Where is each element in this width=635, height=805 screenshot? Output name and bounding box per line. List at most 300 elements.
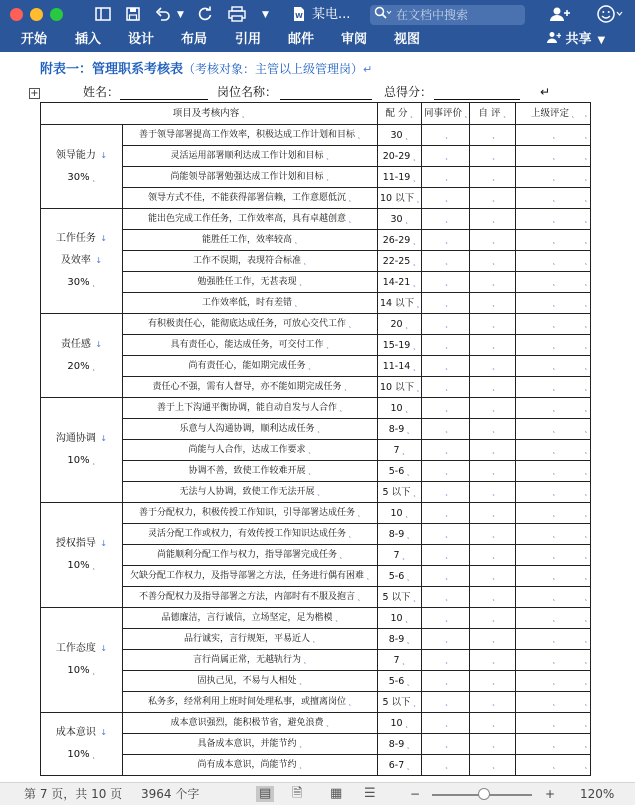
table-row xyxy=(41,755,591,776)
cell-end-mark: ˛ xyxy=(491,256,496,265)
self-review-cell[interactable] xyxy=(470,377,516,398)
peer-review-cell[interactable] xyxy=(422,209,470,230)
manager-review-cell[interactable] xyxy=(516,293,591,314)
close-window-button[interactable] xyxy=(10,8,23,21)
row-end-mark: ˛ xyxy=(584,654,588,664)
cell-end-mark: ˛ xyxy=(348,319,353,328)
print-icon[interactable] xyxy=(227,6,247,24)
self-review-cell[interactable] xyxy=(470,293,516,314)
table-move-handle-icon[interactable]: + xyxy=(30,88,39,99)
row-end-mark: ˛ xyxy=(584,507,588,517)
cell-end-mark: ˛ xyxy=(552,634,557,643)
print-layout-view-icon[interactable]: ▤ xyxy=(256,786,274,802)
manager-review-cell[interactable] xyxy=(516,440,591,461)
cell-end-mark: ˛ xyxy=(552,676,557,685)
cell-end-mark: ˛ xyxy=(491,655,496,664)
criterion-text[interactable]: 私务多，经常利用上班时间处理私事，或擅离岗位 ˛ xyxy=(123,692,378,713)
peer-review-cell[interactable] xyxy=(422,230,470,251)
category-cell xyxy=(41,314,123,398)
cell-end-mark: ˛ xyxy=(491,403,496,412)
criterion-text[interactable]: 成本意识强烈，能积极节省，避免浪费 ˛ xyxy=(123,713,378,734)
row-end-mark: ˛ xyxy=(584,759,588,769)
self-review-cell[interactable] xyxy=(470,503,516,524)
peer-review-cell[interactable] xyxy=(422,335,470,356)
peer-review-cell[interactable] xyxy=(422,398,470,419)
category-cell xyxy=(41,125,123,209)
cell-end-mark: ˛ xyxy=(357,508,362,517)
manager-review-cell[interactable] xyxy=(516,167,591,188)
manager-review-cell[interactable] xyxy=(516,398,591,419)
score-range[interactable]: 5-6 ˛ xyxy=(378,461,422,482)
row-end-mark: ˛ xyxy=(584,738,588,748)
page-indicator[interactable]: 第 7 页，共 10 页 xyxy=(24,787,123,801)
table-row xyxy=(41,608,591,629)
cell-end-mark: ˛ xyxy=(298,676,303,685)
score-range[interactable]: 5-6 ˛ xyxy=(378,566,422,587)
row-end-mark: ˛ xyxy=(584,107,588,117)
criterion-text[interactable]: 言行尚属正常，无越轨行为 ˛ xyxy=(123,650,378,671)
criterion-text[interactable]: 尚能领导部署勉强达成工作计划和目标 ˛ xyxy=(123,167,378,188)
self-review-cell[interactable] xyxy=(470,146,516,167)
self-review-cell[interactable] xyxy=(470,734,516,755)
manager-review-cell[interactable] xyxy=(516,755,591,776)
criterion-text[interactable]: 品行诚实，言行规矩，平易近人 ˛ xyxy=(123,629,378,650)
criterion-text[interactable]: 乐意与人沟通协调，顺利达成任务 ˛ xyxy=(123,419,378,440)
cell-end-mark: ˛ xyxy=(444,214,449,223)
category-weight: 20% ˛ xyxy=(67,360,96,372)
manager-review-cell[interactable] xyxy=(516,335,591,356)
web-layout-view-icon[interactable]: ▦ xyxy=(330,786,343,801)
manager-review-cell[interactable] xyxy=(516,209,591,230)
score-range[interactable]: 5 以下 ˛ xyxy=(378,482,422,503)
cell-end-mark: ˛ xyxy=(325,340,330,349)
score-range[interactable]: 30 ˛ xyxy=(378,125,422,146)
cell-end-mark: ˛ xyxy=(444,382,449,391)
cell-end-mark: ˛ xyxy=(404,508,409,518)
self-review-cell[interactable] xyxy=(470,251,516,272)
manager-review-cell[interactable] xyxy=(516,377,591,398)
cell-end-mark: ˛ xyxy=(444,193,449,202)
paragraph-mark: ↓ xyxy=(97,644,108,653)
score-range[interactable]: 14-21 ˛ xyxy=(378,272,422,293)
score-range[interactable]: 10 以下 ˛ xyxy=(378,377,422,398)
peer-review-cell[interactable] xyxy=(422,356,470,377)
cell-end-mark: ˛ xyxy=(491,613,496,622)
cell-end-mark: ˛ xyxy=(307,361,312,370)
category-weight: 10% ˛ xyxy=(67,560,96,571)
peer-review-cell[interactable] xyxy=(422,713,470,734)
criterion-text[interactable]: 勉强胜任工作，无甚表现 ˛ xyxy=(123,272,378,293)
peer-review-cell[interactable] xyxy=(422,188,470,209)
zoom-window-button[interactable] xyxy=(50,8,63,21)
tab-mailings[interactable]: 邮件 xyxy=(288,32,315,47)
criterion-text[interactable]: 尚有成本意识，尚能节约 ˛ xyxy=(123,755,378,776)
row-end-mark: ˛ xyxy=(584,129,588,139)
criterion-text[interactable]: 不善分配权力及指导部署之方法，内部时有不服及抱言 ˛ xyxy=(123,587,378,608)
self-review-cell[interactable] xyxy=(470,335,516,356)
score-range[interactable]: 10 ˛ xyxy=(378,503,422,524)
self-review-cell[interactable] xyxy=(470,524,516,545)
cell-end-mark: ˛ xyxy=(348,193,353,202)
manager-review-cell[interactable] xyxy=(516,692,591,713)
score-range[interactable]: 11-19 ˛ xyxy=(378,167,422,188)
self-review-cell[interactable] xyxy=(470,545,516,566)
peer-review-cell[interactable] xyxy=(422,146,470,167)
table-row xyxy=(41,314,591,335)
name-underline[interactable] xyxy=(120,99,208,100)
score-range[interactable]: 22-25 ˛ xyxy=(378,251,422,272)
criterion-text[interactable]: 善于上下沟通平衡协调，能自动自发与人合作 ˛ xyxy=(123,398,378,419)
peer-review-cell[interactable] xyxy=(422,377,470,398)
table-row xyxy=(41,272,591,293)
cell-end-mark: ˛ xyxy=(491,151,496,160)
zoom-in-button[interactable]: + xyxy=(545,787,556,801)
manager-review-cell[interactable] xyxy=(516,608,591,629)
score-range[interactable]: 11-14 ˛ xyxy=(378,356,422,377)
criterion-text[interactable]: 灵活运用部署顺利达成工作计划和目标 ˛ xyxy=(123,146,378,167)
tab-references[interactable]: 引用 xyxy=(235,32,262,47)
peer-review-cell[interactable] xyxy=(422,440,470,461)
self-review-cell[interactable] xyxy=(470,272,516,293)
table-row xyxy=(41,251,591,272)
document-canvas[interactable]: 附表一：管理职系考核表（考核对象：主管以上级管理岗）↵ + 姓名： 岗位名称： 总得分： ↵ 项目及考核内容 ˛ 配 分 ˛ 同事评价 ˛ 自 评 ˛ 上级评定 ˛ 领导能力 ↓ 30% ˛ 善于领导部署提高工作效率，积极达成工作计划和目标 ˛ 30 ˛ ˛ ˛ ˛ 灵活运用部署顺利达成工作计划和目标 ˛ 20-29 ˛ ˛ ˛ ˛ 尚能领导部署勉强达成工作计划和目标 ˛ 11-19 ˛ ˛ ˛ ˛ 领导方式不佳，不能获得部署信赖，工作意愿低沉 ˛ 10 以下 ˛ ˛ ˛ ˛ 工作任务 ↓ 及效率 ↓ 30% ˛ 能出色完成工作任务，工作效率高，具有卓越创意 ˛ 30 ˛ ˛ ˛ ˛ 能胜任工作，效率较高 ˛ 26-29 ˛ ˛ ˛ ˛ 工作不误期，表现符合标准 ˛ 22-25 ˛ ˛ ˛ ˛ 勉强胜任工作，无甚表现 ˛ 14-21 ˛ ˛ ˛ ˛ 工作效率低，时有差错 ˛ 14 以下 ˛ ˛ ˛ ˛ 责任感 ↓ 20% ˛ 有积极责任心，能彻底达成任务，可放心交代工作 ˛ 20 ˛ ˛ ˛ ˛ 具有责任心，能达成任务，可交付工作 ˛ 15-19 ˛ ˛ ˛ ˛ 尚有责任心，能如期完成任务 ˛ 11-14 ˛ ˛ ˛ ˛ 责任心不强，需有人督导，亦不能如期完成任务 ˛ 10 以下 ˛ ˛ ˛ ˛ 沟通协调 ↓ 10% ˛ 善于上下沟通平衡协调，能自动自发与人合作 ˛ 10 ˛ ˛ ˛ ˛ 乐意与人沟通协调，顺利达成任务 ˛ 8-9 ˛ ˛ ˛ ˛ 尚能与人合作，达成工作要求 ˛ 7 ˛ ˛ ˛ ˛ 协调不善，致使工作较难开展 ˛ 5-6 ˛ ˛ ˛ ˛ 无法与人协调，致使工作无法开展 ˛ 5 以下 ˛ ˛ ˛ ˛ 授权指导 ↓ 10% ˛ 善于分配权力，积极传授工作知识，引导部署达成任务 ˛ 10 ˛ ˛ ˛ ˛ 灵活分配工作或权力，有效传授工作知识达成任务 ˛ 8-9 ˛ ˛ ˛ ˛ 尚能顺利分配工作与权力，指导部署完成任务 ˛ 7 ˛ ˛ ˛ ˛ 欠缺分配工作权力，及指导部署之方法，任务进行偶有困难 ˛ 5-6 ˛ ˛ ˛ ˛ 不善分配权力及指导部署之方法，内部时有不服及抱言 ˛ 5 以下 ˛ ˛ ˛ ˛ 工作态度 ↓ 10% ˛ 品德廉洁，言行诚信，立场坚定，足为楷模 ˛ 10 ˛ ˛ ˛ ˛ 品行诚实，言行规矩，平易近人 ˛ 8-9 ˛ ˛ ˛ ˛ 言行尚属正常，无越轨行为 ˛ 7 ˛ ˛ ˛ ˛ 固执己见，不易与人相处 ˛ 5-6 ˛ ˛ ˛ ˛ 私务多，经常利用上班时间处理私事，或擅离岗位 ˛ 5 以下 ˛ ˛ ˛ ˛ 成本意识 ↓ 10% ˛ 成本意识强烈，能积极节省，避免浪费 ˛ 10 ˛ ˛ ˛ ˛ 具备成本意识，并能节约 ˛ 8-9 ˛ ˛ ˛ ˛ 尚有成本意识，尚能节约 ˛ 6-7 ˛ ˛ ˛ ˛ ˛ ˛ ˛ ˛ ˛ ˛ ˛ ˛ ˛ ˛ ˛ ˛ ˛ ˛ ˛ ˛ ˛ ˛ ˛ ˛ ˛ ˛ ˛ ˛ ˛ ˛ ˛ ˛ ˛ ˛ ˛ ˛ xyxy=(0,52,635,782)
criterion-text[interactable]: 品德廉洁，言行诚信，立场坚定，足为楷模 ˛ xyxy=(123,608,378,629)
category-weight: 30% ˛ xyxy=(67,171,96,183)
cell-end-mark: ˛ xyxy=(444,592,449,601)
manager-review-cell[interactable] xyxy=(516,314,591,335)
cell-end-mark: ˛ xyxy=(412,256,417,266)
criterion-text[interactable]: 尚能顺利分配工作与权力，指导部署完成任务 ˛ xyxy=(123,545,378,566)
cell-end-mark: ˛ xyxy=(416,193,421,203)
cell-end-mark: ˛ xyxy=(444,571,449,580)
cell-end-mark: ˛ xyxy=(404,403,409,413)
criterion-text[interactable]: 具有责任心，能达成任务，可交付工作 ˛ xyxy=(123,335,378,356)
redo-icon[interactable] xyxy=(196,6,214,24)
criterion-text[interactable]: 责任心不强，需有人督导，亦不能如期完成任务 ˛ xyxy=(123,377,378,398)
word-count[interactable]: 3964 个字 xyxy=(141,787,200,801)
cell-end-mark: ˛ xyxy=(491,361,496,370)
peer-review-cell[interactable] xyxy=(422,650,470,671)
manager-review-cell[interactable] xyxy=(516,272,591,293)
peer-review-cell[interactable] xyxy=(422,524,470,545)
cell-end-mark: ˛ xyxy=(444,445,449,454)
table-row xyxy=(41,650,591,671)
position-underline[interactable] xyxy=(280,99,372,100)
cell-end-mark: ˛ xyxy=(444,697,449,706)
self-review-cell[interactable] xyxy=(470,482,516,503)
self-review-cell[interactable] xyxy=(470,608,516,629)
cell-end-mark: ˛ xyxy=(343,382,348,391)
score-range[interactable]: 8-9 ˛ xyxy=(378,629,422,650)
cell-end-mark: ˛ xyxy=(348,529,353,538)
score-range[interactable]: 30 ˛ xyxy=(378,209,422,230)
header-item-content: 项目及考核内容 ˛ xyxy=(41,103,378,125)
peer-review-cell[interactable] xyxy=(422,755,470,776)
criterion-text[interactable]: 欠缺分配工作权力，及指导部署之方法，任务进行偶有困难 ˛ xyxy=(123,566,378,587)
criterion-text[interactable]: 灵活分配工作或权力，有效传授工作知识达成任务 ˛ xyxy=(123,524,378,545)
cell-end-mark: ˛ xyxy=(552,361,557,370)
criterion-text[interactable]: 工作不误期，表现符合标准 ˛ xyxy=(123,251,378,272)
peer-review-cell[interactable] xyxy=(422,125,470,146)
category-name: 工作任务 ↓ xyxy=(55,233,108,244)
manager-review-cell[interactable] xyxy=(516,734,591,755)
score-range[interactable]: 10 ˛ xyxy=(378,398,422,419)
score-range[interactable]: 8-9 ˛ xyxy=(378,419,422,440)
self-review-cell[interactable] xyxy=(470,188,516,209)
cell-end-mark: ˛ xyxy=(552,550,557,559)
manager-review-cell[interactable] xyxy=(516,146,591,167)
score-range[interactable]: 15-19 ˛ xyxy=(378,335,422,356)
form-title: 附表一：管理职系考核表（考核对象：主管以上级管理岗）↵ xyxy=(40,62,373,77)
cell-end-mark: ˛ xyxy=(307,445,312,454)
cell-end-mark: ˛ xyxy=(491,760,496,769)
cell-end-mark: ˛ xyxy=(91,278,96,287)
score-range[interactable]: 5 以下 ˛ xyxy=(378,692,422,713)
ribbon-tabs xyxy=(0,30,635,52)
criterion-text[interactable]: 工作效率低，时有差错 ˛ xyxy=(123,293,378,314)
peer-review-cell[interactable] xyxy=(422,566,470,587)
cell-end-mark: ˛ xyxy=(366,571,371,580)
self-review-cell[interactable] xyxy=(470,398,516,419)
cell-end-mark: ˛ xyxy=(491,298,496,307)
total-score-underline[interactable] xyxy=(434,99,520,100)
score-range[interactable]: 7 ˛ xyxy=(378,545,422,566)
manager-review-cell[interactable] xyxy=(516,713,591,734)
table-row xyxy=(41,587,591,608)
self-review-cell[interactable] xyxy=(470,755,516,776)
tab-layout[interactable]: 布局 xyxy=(181,32,208,47)
document-title: 某电... xyxy=(312,7,351,22)
cell-end-mark: ˛ xyxy=(444,529,449,538)
cell-end-mark: ˛ xyxy=(491,382,496,391)
cell-end-mark: ˛ xyxy=(298,277,303,286)
smiley-icon[interactable] xyxy=(596,4,624,30)
customize-toolbar-icon[interactable]: ▼ xyxy=(262,10,269,20)
score-range[interactable]: 14 以下 ˛ xyxy=(378,293,422,314)
manager-review-cell[interactable] xyxy=(516,650,591,671)
table-header-row xyxy=(41,103,591,125)
cell-end-mark: ˛ xyxy=(552,382,557,391)
criterion-text[interactable]: 善于领导部署提高工作效率，积极达成工作计划和目标 ˛ xyxy=(123,125,378,146)
table-row xyxy=(41,335,591,356)
cell-end-mark: ˛ xyxy=(444,277,449,286)
self-review-cell[interactable] xyxy=(470,461,516,482)
cell-end-mark: ˛ xyxy=(444,319,449,328)
cell-end-mark: ˛ xyxy=(404,130,409,140)
manager-review-cell[interactable] xyxy=(516,587,591,608)
self-review-cell[interactable] xyxy=(470,209,516,230)
criterion-text[interactable]: 尚有责任心，能如期完成任务 ˛ xyxy=(123,356,378,377)
table-row xyxy=(41,419,591,440)
peer-review-cell[interactable] xyxy=(422,503,470,524)
row-end-mark: ˛ xyxy=(584,150,588,160)
status-bar xyxy=(0,782,635,805)
peer-review-cell[interactable] xyxy=(422,251,470,272)
cell-end-mark: ˛ xyxy=(552,340,557,349)
outline-view-icon[interactable]: ☰ xyxy=(364,786,376,801)
criterion-text[interactable]: 有积极责任心，能彻底达成任务，可放心交代工作 ˛ xyxy=(123,314,378,335)
manager-review-cell[interactable] xyxy=(516,545,591,566)
manager-review-cell[interactable] xyxy=(516,419,591,440)
self-review-cell[interactable] xyxy=(470,230,516,251)
minimize-window-button[interactable] xyxy=(30,8,43,21)
self-review-cell[interactable] xyxy=(470,440,516,461)
category-name: 沟通协调 ↓ xyxy=(55,433,108,444)
criterion-text[interactable]: 无法与人协调，致使工作无法开展 ˛ xyxy=(123,482,378,503)
row-end-mark: ˛ xyxy=(584,402,588,412)
self-review-cell[interactable] xyxy=(470,419,516,440)
save-icon[interactable] xyxy=(124,6,142,24)
search-input[interactable]: 在文档中搜索 xyxy=(396,8,469,22)
tab-review[interactable]: 审阅 xyxy=(341,32,368,47)
peer-review-cell[interactable] xyxy=(422,167,470,188)
self-review-cell[interactable] xyxy=(470,629,516,650)
score-range[interactable]: 5-6 ˛ xyxy=(378,671,422,692)
header-peer-review: 同事评价 ˛ xyxy=(422,103,470,125)
criterion-text[interactable]: 具备成本意识，并能节约 ˛ xyxy=(123,734,378,755)
cell-end-mark: ˛ xyxy=(444,718,449,727)
cell-end-mark: ˛ xyxy=(339,550,344,559)
cell-end-mark: ˛ xyxy=(412,151,417,161)
table-row xyxy=(41,125,591,146)
criterion-text[interactable]: 固执己见，不易与人相处 ˛ xyxy=(123,671,378,692)
table-row xyxy=(41,566,591,587)
self-review-cell[interactable] xyxy=(470,587,516,608)
cell-end-mark: ˛ xyxy=(552,193,557,202)
criterion-text[interactable]: 能胜任工作，效率较高 ˛ xyxy=(123,230,378,251)
cell-end-mark: ˛ xyxy=(491,466,496,475)
row-end-mark: ˛ xyxy=(584,696,588,706)
criterion-text[interactable]: 尚能与人合作，达成工作要求 ˛ xyxy=(123,440,378,461)
add-user-icon[interactable] xyxy=(548,6,572,27)
undo-dropdown-icon[interactable]: ▼ xyxy=(177,10,184,20)
cell-end-mark: ˛ xyxy=(552,718,557,727)
search-box[interactable] xyxy=(370,5,525,25)
cell-end-mark: ˛ xyxy=(241,109,246,118)
zoom-out-button[interactable]: − xyxy=(410,787,421,801)
row-end-mark: ˛ xyxy=(584,465,588,475)
sidebar-icon[interactable] xyxy=(94,6,112,24)
cell-end-mark: ˛ xyxy=(552,151,557,160)
score-range[interactable]: 7 ˛ xyxy=(378,440,422,461)
score-range[interactable]: 10 以下 ˛ xyxy=(378,188,422,209)
share-button[interactable] xyxy=(547,31,605,50)
peer-review-cell[interactable] xyxy=(422,671,470,692)
score-range[interactable]: 8-9 ˛ xyxy=(378,524,422,545)
manager-review-cell[interactable] xyxy=(516,671,591,692)
tab-view[interactable]: 视图 xyxy=(394,32,421,47)
manager-review-cell[interactable] xyxy=(516,356,591,377)
peer-review-cell[interactable] xyxy=(422,482,470,503)
share-label: 共享 xyxy=(565,32,592,47)
criterion-text[interactable]: 善于分配权力，积极传授工作知识，引导部署达成任务 ˛ xyxy=(123,503,378,524)
category-cell xyxy=(41,398,123,503)
peer-review-cell[interactable] xyxy=(422,587,470,608)
criterion-text[interactable]: 能出色完成工作任务，工作效率高，具有卓越创意 ˛ xyxy=(123,209,378,230)
score-range[interactable]: 5 以下 ˛ xyxy=(378,587,422,608)
tab-design[interactable]: 设计 xyxy=(128,32,155,47)
row-end-mark: ˛ xyxy=(584,612,588,622)
tab-home[interactable]: 开始 xyxy=(21,32,48,47)
manager-review-cell[interactable] xyxy=(516,461,591,482)
cell-end-mark: ˛ xyxy=(404,613,409,623)
manager-review-cell[interactable] xyxy=(516,230,591,251)
cell-end-mark: ˛ xyxy=(491,739,496,748)
cell-end-mark: ˛ xyxy=(412,235,417,245)
cell-end-mark: ˛ xyxy=(406,571,411,581)
peer-review-cell[interactable] xyxy=(422,461,470,482)
score-range[interactable]: 8-9 ˛ xyxy=(378,734,422,755)
peer-review-cell[interactable] xyxy=(422,293,470,314)
peer-review-cell[interactable] xyxy=(422,545,470,566)
manager-review-cell[interactable] xyxy=(516,188,591,209)
criterion-text[interactable]: 领导方式不佳，不能获得部署信赖，工作意愿低沉 ˛ xyxy=(123,188,378,209)
peer-review-cell[interactable] xyxy=(422,629,470,650)
self-review-cell[interactable] xyxy=(470,713,516,734)
self-review-cell[interactable] xyxy=(470,356,516,377)
score-range[interactable]: 10 ˛ xyxy=(378,713,422,734)
row-end-mark: ˛ xyxy=(584,717,588,727)
row-end-mark: ˛ xyxy=(584,276,588,286)
self-review-cell[interactable] xyxy=(470,650,516,671)
manager-review-cell[interactable] xyxy=(516,629,591,650)
cell-end-mark: ˛ xyxy=(491,697,496,706)
peer-review-cell[interactable] xyxy=(422,272,470,293)
criterion-text[interactable]: 协调不善，致使工作较难开展 ˛ xyxy=(123,461,378,482)
manager-review-cell[interactable] xyxy=(516,524,591,545)
manager-review-cell[interactable] xyxy=(516,566,591,587)
manager-review-cell[interactable] xyxy=(516,125,591,146)
paragraph-mark: ↓ xyxy=(97,728,108,737)
peer-review-cell[interactable] xyxy=(422,608,470,629)
self-review-cell[interactable] xyxy=(470,566,516,587)
peer-review-cell[interactable] xyxy=(422,734,470,755)
form-title-sub: （考核对象：主管以上级管理岗） xyxy=(183,62,364,76)
cell-end-mark: ˛ xyxy=(91,666,96,675)
undo-icon[interactable] xyxy=(154,6,172,24)
score-range[interactable]: 7 ˛ xyxy=(378,650,422,671)
row-end-mark: ˛ xyxy=(584,570,588,580)
self-review-cell[interactable] xyxy=(470,167,516,188)
self-review-cell[interactable] xyxy=(470,692,516,713)
score-range[interactable]: 20-29 ˛ xyxy=(378,146,422,167)
peer-review-cell[interactable] xyxy=(422,419,470,440)
manager-review-cell[interactable] xyxy=(516,251,591,272)
proofing-icon[interactable]: 🗎 xyxy=(292,786,303,801)
zoom-level[interactable]: 120% xyxy=(580,787,615,801)
cell-end-mark: ˛ xyxy=(552,277,557,286)
score-range[interactable]: 26-29 ˛ xyxy=(378,230,422,251)
zoom-slider-thumb[interactable] xyxy=(478,788,490,800)
self-review-cell[interactable] xyxy=(470,671,516,692)
cell-end-mark: ˛ xyxy=(404,319,409,329)
manager-review-cell[interactable] xyxy=(516,482,591,503)
peer-review-cell[interactable] xyxy=(422,314,470,335)
self-review-cell[interactable] xyxy=(470,314,516,335)
cell-end-mark: ˛ xyxy=(552,760,557,769)
manager-review-cell[interactable] xyxy=(516,503,591,524)
category-weight: 10% ˛ xyxy=(67,749,96,760)
cell-end-mark: ˛ xyxy=(552,214,557,223)
score-range[interactable]: 10 ˛ xyxy=(378,608,422,629)
score-range[interactable]: 6-7 ˛ xyxy=(378,755,422,776)
cell-end-mark: ˛ xyxy=(444,424,449,433)
cell-end-mark: ˛ xyxy=(91,172,96,182)
peer-review-cell[interactable] xyxy=(422,692,470,713)
score-range[interactable]: 20 ˛ xyxy=(378,314,422,335)
self-review-cell[interactable] xyxy=(470,125,516,146)
tab-insert[interactable]: 插入 xyxy=(75,32,102,47)
